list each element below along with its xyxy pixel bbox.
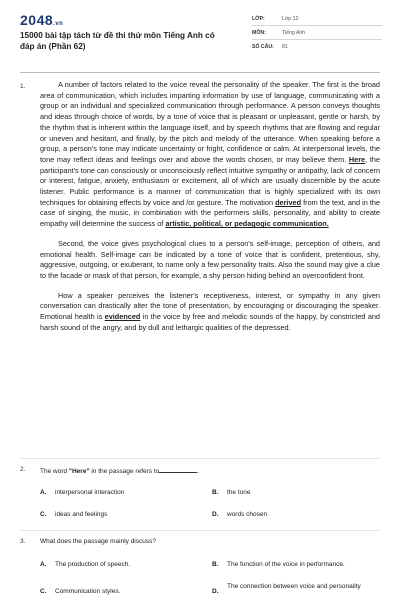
highlight-derived: derived bbox=[275, 197, 302, 207]
option-letter: B. bbox=[212, 489, 219, 496]
option-c[interactable]: ideas and feelings bbox=[55, 511, 108, 518]
option-letter: A. bbox=[40, 561, 47, 568]
meta-count: SỐ CÂU: 81 bbox=[252, 44, 288, 50]
section-divider bbox=[20, 458, 380, 459]
logo-main: 2048 bbox=[20, 12, 54, 28]
option-letter: C. bbox=[40, 588, 47, 595]
section-divider bbox=[20, 530, 380, 531]
logo-sub: .vn bbox=[53, 21, 64, 27]
option-a[interactable]: The production of speech. bbox=[55, 561, 131, 568]
option-a[interactable]: interpersonal interaction bbox=[55, 489, 125, 496]
passage-paragraph-3: How a speaker perceives the listener's receptiveness, interest, or sympathy in any given conversation can drastically alter the tone of presentation, by encouraging or discouraging the speaker. Emotional health is evidenced in the voice by free and melodic sounds of the happy, by constricted and harsh sound of the angry, and by dull and lethargic qualities of the depressed. bbox=[40, 290, 380, 332]
option-b[interactable]: The function of the voice in performance. bbox=[227, 561, 345, 568]
option-letter: A. bbox=[40, 489, 47, 496]
meta-divider bbox=[252, 39, 382, 40]
question-number: 2. bbox=[20, 466, 26, 473]
header-divider bbox=[20, 72, 380, 73]
option-b[interactable]: the tone bbox=[227, 489, 251, 496]
document-title: 15000 bài tập tách từ đề thi thử môn Tiếng Anh có đáp án (Phần 62) bbox=[20, 31, 215, 51]
option-letter: C. bbox=[40, 511, 47, 518]
meta-subject: MÔN: Tiếng Anh bbox=[252, 30, 306, 36]
question-text: The word "Here" in the passage refers to . bbox=[40, 468, 200, 475]
passage-paragraph-1: A number of factors related to the voice reveal the personality of the speaker. The first is the broad area of communication, which includes imparting information by use of language, communicating with a group or an individual and specialized communication through performance. A person conveys thoughts and ideas through choice of words, by a tone of voice that is pleasant or unpleasant, gentle or harsh, by the rhythm that is inherent within the language itself, and by speech rhythms that are flowing and regular or uneven and hesitant, and finally, by the pitch and melody of the utterance. When speaking before a group, a person's tone may indicate uncertainty or fright, confidence or calm. At interpersonal levels, the tone may reflect ideas and feelings over and above the words chosen, or may believe them. Here, the participant's tone can consciously or unconsciously reflect intuitive sympathy or antipathy, lack of concern or interest, fatigue, anxiety, enthusiasm or excitement, all of which are usually discernible by the acute listener. Public performance is a manner of communication that is highly specialized with its own techniques for obtaining effects by voice and /or gesture. The motivation derived from the text, and in the case of singing, the music, in combination with the performers skills, personality, and ability to create empathy will determine the success of artistic, political, or pedagogic communication. bbox=[40, 80, 380, 229]
question-number: 1. bbox=[20, 83, 26, 90]
option-c[interactable]: Communication styles. bbox=[55, 588, 121, 595]
question-text: What does the passage mainly discuss? bbox=[40, 538, 156, 545]
option-letter: D. bbox=[212, 511, 219, 518]
meta-grade: LỚP: Lớp 12 bbox=[252, 16, 299, 22]
reading-passage bbox=[40, 80, 380, 333]
option-d[interactable]: The connection between voice and personality bbox=[227, 583, 361, 590]
option-letter: B. bbox=[212, 561, 219, 568]
answer-blank bbox=[159, 466, 197, 473]
site-logo[interactable] bbox=[20, 12, 63, 28]
highlight-artistic: artistic, political, or pedagogic communication. bbox=[165, 219, 329, 229]
option-letter: D. bbox=[212, 588, 219, 595]
highlight-evidenced: evidenced bbox=[104, 312, 141, 322]
page-header bbox=[0, 0, 400, 70]
option-d[interactable]: words chosen bbox=[227, 511, 268, 518]
meta-divider bbox=[252, 25, 382, 26]
passage-paragraph-2: Second, the voice gives psychological clues to a person's self-image, perception of others, and emotional health. Self-image can be indicated by a tone of voice that is confident, pretentious, shy, aggressive, outgoing, or exuberant, to name only a few personality traits. Also the sound may give a clue to the facade or mask of that person, for example, a shy person hiding behind an overconfident front. bbox=[40, 238, 380, 280]
question-number: 3. bbox=[20, 538, 26, 545]
highlight-here: Here bbox=[348, 154, 366, 164]
